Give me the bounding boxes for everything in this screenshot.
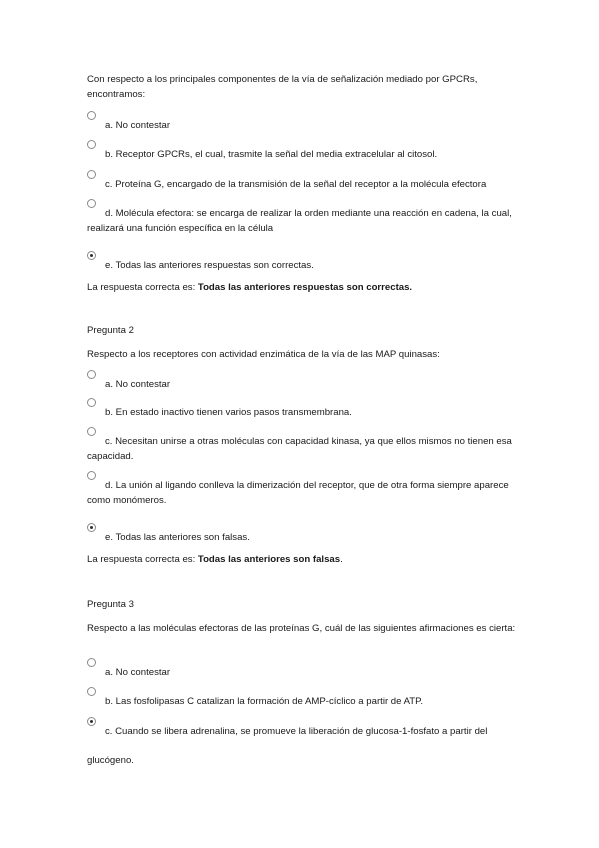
question-2-stem-wrap xyxy=(87,347,517,362)
answer-value: Todas las anteriores respuestas son correctas. xyxy=(197,282,413,293)
q1-correct-answer xyxy=(87,280,517,295)
radio-unchecked-icon[interactable] xyxy=(87,111,96,120)
radio-checked-icon[interactable] xyxy=(87,717,96,726)
q2-option-e[interactable] xyxy=(87,530,517,545)
option-label: e. Todas las anteriores son falsas. xyxy=(105,532,250,543)
question-1-stem: Con respecto a los principales componentes de la vía de señalización mediado por GPCRs, encontramos: xyxy=(87,74,478,100)
q2-option-c[interactable] xyxy=(87,434,517,464)
radio-unchecked-icon[interactable] xyxy=(87,687,96,696)
question-2-stem: Respecto a los receptores con actividad enzimática de la vía de las MAP quinasas: xyxy=(87,349,440,360)
radio-unchecked-icon[interactable] xyxy=(87,471,96,480)
answer-suffix: . xyxy=(340,554,343,565)
option-label: b. Receptor GPCRs, el cual, trasmite la señal del media extracelular al citosol. xyxy=(105,149,438,160)
option-label: a. No contestar xyxy=(105,379,171,390)
q2-correct-answer xyxy=(87,552,517,567)
question-3-number: Pregunta 3 xyxy=(87,599,134,610)
radio-checked-icon[interactable] xyxy=(87,251,96,260)
option-label: d. Molécula efectora: se encarga de realizar la orden mediante una reacción en cadena, la cual, realizará una función específica en la célula xyxy=(87,208,512,234)
q1-option-e[interactable] xyxy=(87,258,517,273)
q1-option-b[interactable] xyxy=(87,147,517,162)
option-label: b. En estado inactivo tienen varios pasos transmembrana. xyxy=(105,407,352,418)
answer-prefix: La respuesta correcta es: xyxy=(87,282,198,293)
question-3 xyxy=(87,597,517,622)
radio-unchecked-icon[interactable] xyxy=(87,140,96,149)
q3-option-c[interactable] xyxy=(87,724,517,739)
option-label: a. No contestar xyxy=(105,120,171,131)
option-label: a. No contestar xyxy=(105,667,171,678)
radio-unchecked-icon[interactable] xyxy=(87,199,96,208)
option-label: c. Proteína G, encargado de la transmisión de la señal del receptor a la molécula efectora xyxy=(105,179,487,190)
q1-option-a[interactable] xyxy=(87,118,517,133)
radio-unchecked-icon[interactable] xyxy=(87,427,96,436)
option-label: d. La unión al ligando conlleva la dimerización del receptor, que de otra forma siempre aparece como monómeros. xyxy=(87,480,509,506)
q3-option-c-continuation xyxy=(87,753,517,768)
radio-unchecked-icon[interactable] xyxy=(87,398,96,407)
q2-option-d[interactable] xyxy=(87,478,517,508)
q3-option-b[interactable] xyxy=(87,694,517,709)
option-label: c. Necesitan unirse a otras moléculas con capacidad kinasa, ya que ellos mismos no tienen esa capacidad. xyxy=(87,436,512,462)
radio-unchecked-icon[interactable] xyxy=(87,170,96,179)
question-1 xyxy=(87,72,517,102)
option-label: e. Todas las anteriores respuestas son correctas. xyxy=(105,260,314,271)
q2-option-a[interactable] xyxy=(87,377,517,392)
q1-option-c[interactable] xyxy=(87,177,517,192)
radio-unchecked-icon[interactable] xyxy=(87,658,96,667)
continuation-text: glucógeno. xyxy=(87,755,134,766)
option-label: b. Las fosfolipasas C catalizan la formación de AMP-cíclico a partir de ATP. xyxy=(105,696,423,707)
answer-value: Todas las anteriores son falsas xyxy=(197,554,341,565)
radio-unchecked-icon[interactable] xyxy=(87,370,96,379)
option-label: c. Cuando se libera adrenalina, se promueve la liberación de glucosa-1-fosfato a partir del xyxy=(105,726,488,737)
q2-option-b[interactable] xyxy=(87,405,517,420)
q1-option-d[interactable] xyxy=(87,206,517,236)
question-2 xyxy=(87,323,517,348)
answer-prefix: La respuesta correcta es: xyxy=(87,554,198,565)
q3-option-a[interactable] xyxy=(87,665,517,680)
question-2-number: Pregunta 2 xyxy=(87,325,134,336)
question-3-stem: Respecto a las moléculas efectoras de las proteínas G, cuál de las siguientes afirmaciones es cierta: xyxy=(87,623,516,634)
question-3-stem-wrap xyxy=(87,621,517,636)
radio-checked-icon[interactable] xyxy=(87,523,96,532)
